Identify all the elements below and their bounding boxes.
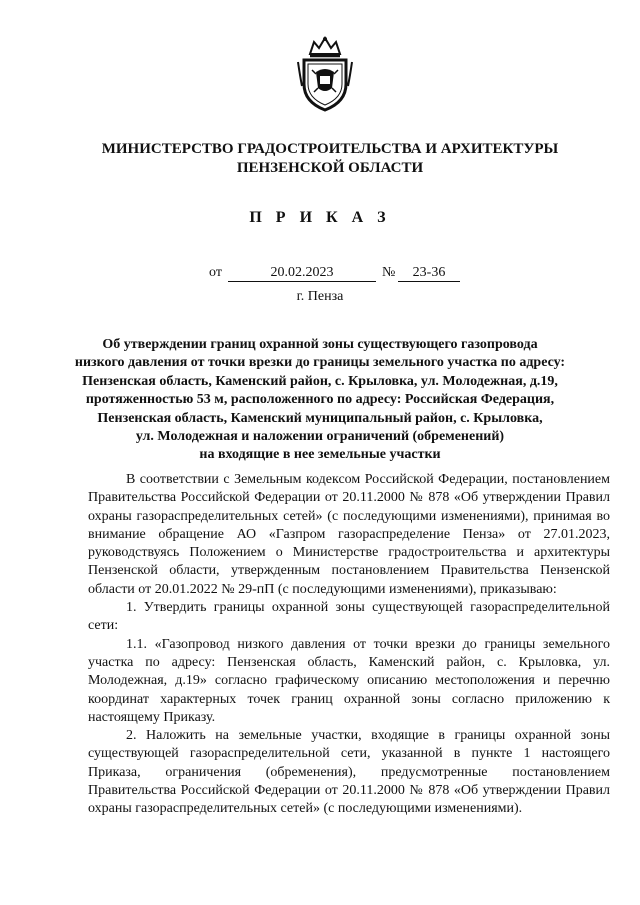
preamble-paragraph: В соответствии с Земельным кодексом Российской Федерации, постановлением Правительства Российской Федерации от 20.11.2000 № 878 «Об утверждении Правил охраны газораспределительных сетей» (с последующими изменениями), принимая во внимание обращение АО «Газпром газораспределение Пенза» от 27.01.2023, руководствуясь Положением о Министерстве градостроительства и архитектуры Пензенской области, утвержденным постановлением Правительства Пензенской области от 20.01.2022 № 29-пП (с последующими изменениями), приказываю: [88,472,610,597]
order-body [88,471,610,819]
clause-1-1: 1.1. «Газопровод низкого давления от точки врезки до границы земельного участка по адресу: Пензенская область, Каменский район, с. Крыловка, ул. Молодежная, д.19» согласно графическому описанию местоположения и перечню координат характерных точек границ охранной зоны согласно приложению к настоящему Приказу. [88,636,610,725]
coat-of-arms-icon [296,36,354,112]
subject-line: протяженностью 53 м, расположенного по адресу: Российская Федерация, [85,392,555,408]
from-label: от [209,265,222,280]
subject-line: ул. Молодежная и наложении ограничений (обременений) [135,429,505,445]
order-subject [70,336,570,465]
order-number: 23-36 [398,265,460,282]
subject-line: низкого давления от точки врезки до границы земельного участка по адресу: [74,355,566,371]
ministry-line: МИНИСТЕРСТВО ГРАДОСТРОИТЕЛЬСТВА И АРХИТЕКТУРЫ [101,141,559,157]
clause-2: 2. Наложить на земельные участки, входящие в границы охранной зоны существующей газораспределительной сети, указанной в пункте 1 настоящего Приказа, ограничения (обременения), предусмотренные постановлением Правительства Российской Федерации от 20.11.2000 № 878 «Об утверждении Правил охраны газораспределительных сетей» (с последующими изменениями). [88,728,610,817]
subject-line: Пензенская область, Каменский район, с. Крыловка, ул. Молодежная, д.19, [82,373,558,389]
order-number-line [0,265,640,285]
number-label: № [382,265,396,280]
ministry-name [60,140,600,178]
order-date: 20.02.2023 [228,265,376,282]
order-title: П Р И К А З [249,209,391,226]
city: г. Пенза [296,289,344,304]
clause-1: 1. Утвердить границы охранной зоны существующей газораспределительной сети: [88,600,610,634]
subject-line: на входящие в нее земельные участки [199,447,441,463]
subject-line: Об утверждении границ охранной зоны существующего газопровода [102,337,538,352]
ministry-region-line: ПЕНЗЕНСКОЙ ОБЛАСТИ [236,160,424,176]
subject-line: Пензенская область, Каменский муниципальный район, с. Крыловка, [97,410,543,426]
